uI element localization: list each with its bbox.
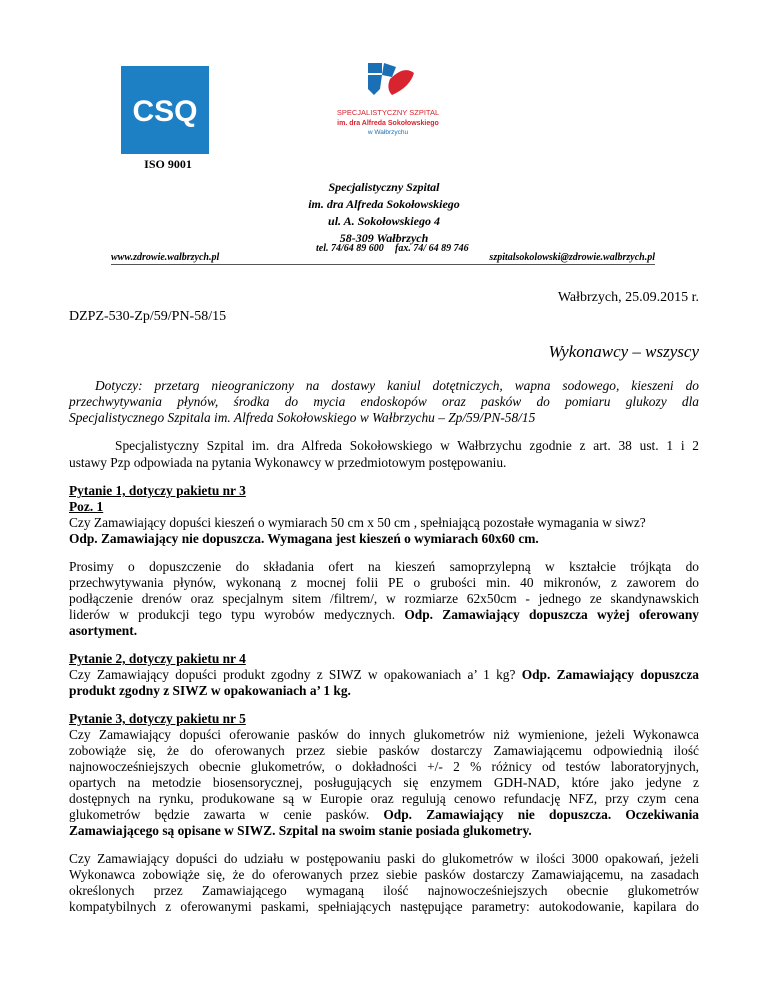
csq-logo xyxy=(121,66,209,154)
q2-heading: Pytanie 2, dotyczy pakietu nr 4 xyxy=(69,651,246,666)
q3-line-1: Czy Zamawiający dopuści oferowanie pasków do innych glukometrów niż wymienione, jeżeli Wykonawca xyxy=(69,727,699,742)
q3-line-5: dostępnych na rynku, produkowane są w Europie oraz regulują cenowo refundację NFZ, przy czym cena xyxy=(69,791,699,806)
q1b-line-4 xyxy=(69,607,699,624)
csq-logo-text: CSQ xyxy=(132,95,198,128)
q2-text: Czy Zamawiający dopuści produkt zgodny z SIWZ w opakowaniach a’ 1 kg? xyxy=(69,667,516,682)
q4-line-1: Czy Zamawiający dopuści do udziału w postępowaniu paski do glukometrów w ilości 3000 opakowań, jeżeli xyxy=(69,851,699,866)
header-divider xyxy=(111,264,655,265)
q2-answer: Odp. Zamawiający dopuszcza xyxy=(521,667,699,682)
intro-line-2: ustawy Pzp odpowiada na pytania Wykonawcy w przedmiotowym postępowaniu. xyxy=(69,455,507,470)
q1b-line-1: Prosimy o dopuszczenie do składania ofert na kieszeń samoprzylepną w kształcie trójkąta do xyxy=(69,559,699,574)
fax: fax. 74/ 64 89 746 xyxy=(395,243,469,254)
q3-line-2: zobowiąże się, że do oferowanych przez siebie pasków dostarczy Zamawiającemu odpowiednią ilość xyxy=(69,743,699,758)
q3-line-6 xyxy=(69,807,699,824)
q1b-answer-end: asortyment. xyxy=(69,623,138,638)
q3-line-4: opartych na metodzie biosensorycznej, posługujących się enzymem GDH-NAD, które jako jedyne z xyxy=(69,775,699,790)
q1-position: Poz. 1 xyxy=(69,499,104,514)
q1-heading: Pytanie 1, dotyczy pakietu nr 3 xyxy=(69,483,246,498)
q3-text-end: glukometrów będzie zawarta w cenie pasków. xyxy=(69,807,370,822)
q4-line-3: określonych przez Zamawiającego wymaganą ilość najnowocześniejszych obecnie glukometrów xyxy=(69,883,699,898)
q4-line-4: kompatybilnych z oferowanymi paskami, spełniających następujące parametry: autokodowanie, kapilara do xyxy=(69,899,699,914)
q1b-line-2: przechwytywania płynów, wykonaną z mocnej folii PE o grubości min. 40 mikronów, z zaworem do xyxy=(69,575,699,590)
hospital-logo-line-3: w Wałbrzychu xyxy=(367,129,409,136)
reference-number: DZPZ-530-Zp/59/PN-58/15 xyxy=(69,309,227,324)
email: szpitalsokolowski@zdrowie.walbrzych.pl xyxy=(489,252,655,263)
q3-line-3: najnowocześniejszych obecnie glukometrów, o dokładności +/- 2 % różnicy od testów laboratoryjnych, xyxy=(69,759,699,774)
iso-label: ISO 9001 xyxy=(144,157,192,171)
q1b-answer: Odp. Zamawiający dopuszcza wyżej oferowany xyxy=(404,607,699,622)
subject-line-1: Dotyczy: przetarg nieograniczony na dostawy kaniul dotętniczych, wapna sodowego, kieszeni do xyxy=(95,378,699,393)
q2-line-1 xyxy=(69,667,699,684)
website: www.zdrowie.walbrzych.pl xyxy=(111,252,220,263)
q1-text: Czy Zamawiający dopuści kieszeń o wymiarach 50 cm x 50 cm , spełniającą pozostałe wymagania w siwz? xyxy=(69,515,646,530)
intro-line-1: Specjalistyczny Szpital im. dra Alfreda Sokołowskiego w Wałbrzychu zgodnie z art. 38 ust. 1 i 2 xyxy=(115,438,699,453)
q4-line-2: Wykonawca zobowiąże się, że do oferowanych przez siebie pasków dostarczy Zamawiającemu, na zasadach xyxy=(69,867,699,882)
hospital-logo-line-2: im. dra Alfreda Sokołowskiego xyxy=(337,120,439,127)
q1b-line-4-text: liderów w produkcji tego typu wyrobów medycznych. xyxy=(69,607,396,622)
q1-answer: Odp. Zamawiający nie dopuszcza. Wymagana jest kieszeń o wymiarach 60x60 cm. xyxy=(69,531,539,546)
hospital-name-2: im. dra Alfreda Sokołowskiego xyxy=(308,197,460,211)
q1b-line-3: podłączenie drenów oraz specjalnym sitem /filtrem/, w rozmiarze 62x50cm - jednego ze skandynawskich xyxy=(69,591,699,606)
date: Wałbrzych, 25.09.2015 r. xyxy=(557,290,699,305)
q3-answer: Odp. Zamawiający nie dopuszcza. Oczekiwania xyxy=(383,807,699,822)
hospital-logo xyxy=(318,57,458,147)
city: 58-309 Wałbrzych xyxy=(339,231,429,245)
q3-answer-end: Zamawiającego są opisane w SIWZ. Szpital na swoim stanie posiada glukometry. xyxy=(69,823,532,838)
tel: tel. 74/64 89 600 xyxy=(316,243,384,254)
q3-heading: Pytanie 3, dotyczy pakietu nr 5 xyxy=(69,711,246,726)
q2-answer-end: produkt zgodny z SIWZ w opakowaniach a’ 1 kg. xyxy=(69,683,351,698)
street: ul. A. Sokołowskiego 4 xyxy=(328,214,440,228)
hospital-name-1: Specjalistyczny Szpital xyxy=(328,180,440,194)
subject-line-3: Specjalistycznego Szpitala im. Alfreda Sokołowskiego w Wałbrzychu – Zp/59/PN-58/15 xyxy=(69,410,536,425)
recipient: Wykonawcy – wszyscy xyxy=(548,342,699,361)
hospital-logo-line-1: SPECJALISTYCZNY SZPITAL xyxy=(336,108,440,117)
subject-line-2: przechwytywania płynów, środka do mycia endoskopów oraz pasków do pomiaru glukozy dla xyxy=(69,394,699,409)
